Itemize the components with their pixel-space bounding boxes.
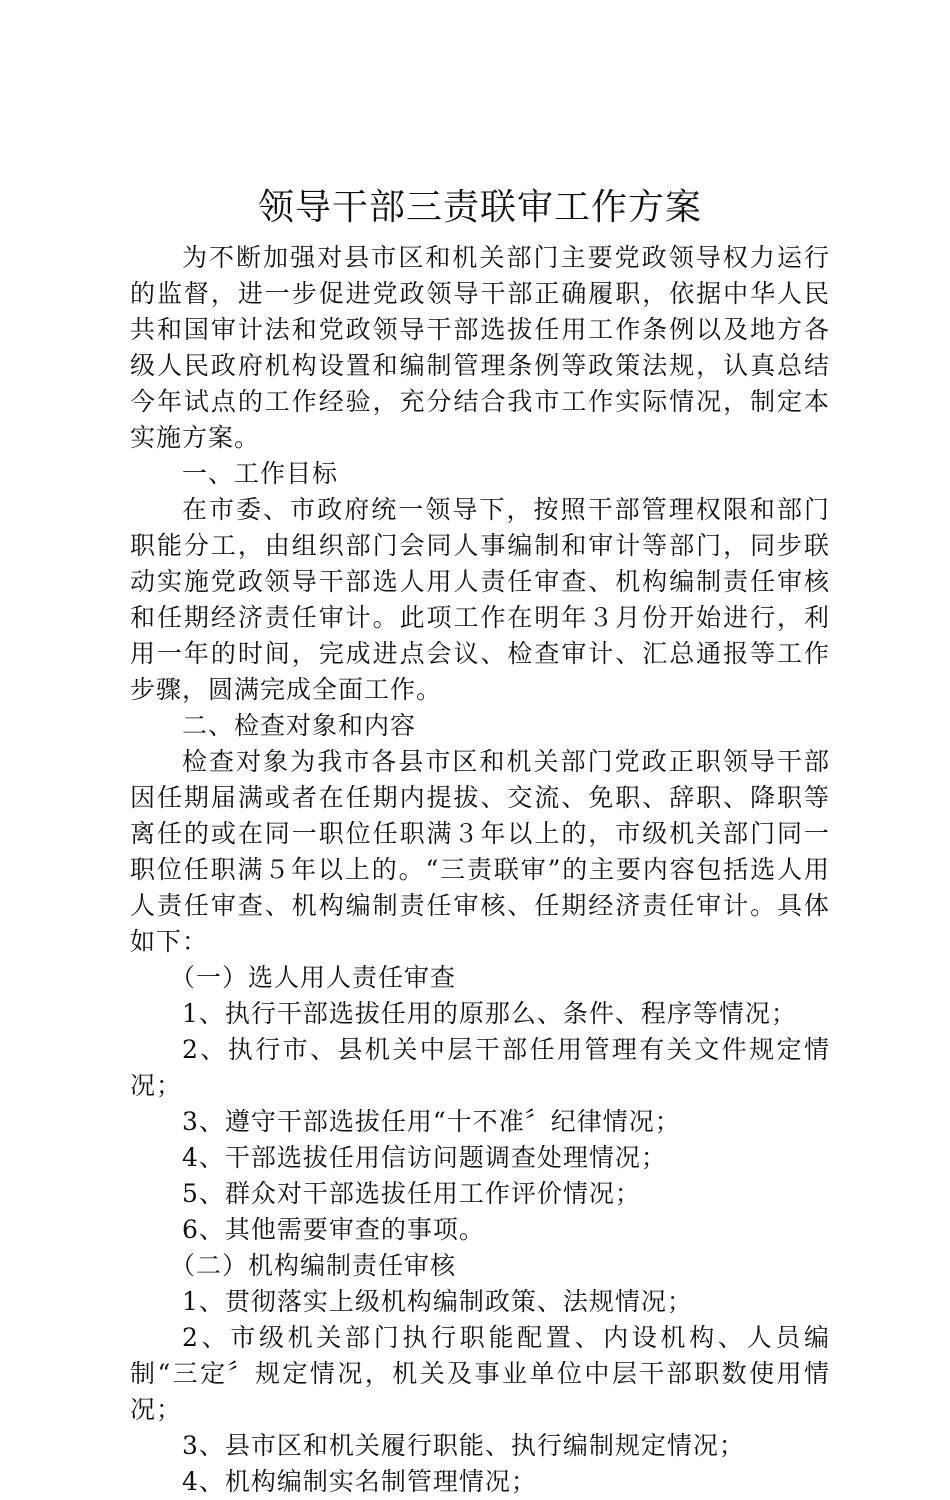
sub1-item: 3、遵守干部选拔任用“十不准〞纪律情况； [182,1107,681,1136]
section1-heading: 一、工作目标 [182,459,339,488]
sub2-item: 1、贯彻落实上级机构编制政策、法规情况； [182,1287,693,1316]
intro-paragraph: 为不断加强对县市区和机关部门主要党政领导权力运行的监督，进一步促进党政领导干部正确履职，依据中华人民共和国审计法和党政领导干部选拔任用工作条例以及地方各级人民政府机构设置和编制管理条例等政策法规，认真总结今年试点的工作经验，充分结合我市工作实际情况，制定本实施方案。 [130,243,830,452]
sub2-item: 3、县市区和机关履行职能、执行编制规定情况； [182,1431,745,1460]
document-page [130,180,830,1500]
sub2-item: 4、机构编制实名制管理情况； [182,1467,537,1496]
sub2-item: 2、市级机关部门执行职能配置、内设机构、人员编制“三定〞规定情况，机关及事业单位中层干部职数使用情况； [130,1323,830,1424]
sub1-item: 6、其他需要审查的事项。 [182,1215,485,1244]
sub2-heading: （二）机构编制责任审核 [170,1251,457,1280]
sub1-heading: （一）选人用人责任审查 [170,963,457,992]
document-title: 领导干部三责联审工作方案 [257,187,702,228]
section2-body: 检查对象为我市各县市区和机关部门党政正职领导干部因任期届满或者在任期内提拔、交流、免职、辞职、降职等离任的或在同一职位任职满３年以上的，市级机关部门同一职位任职满５年以上的。“三责联审”的主要内容包括选人用人责任审查、机构编制责任审核、任期经济责任审计。具体如下： [130,747,830,956]
sub1-item: 5、群众对干部选拔任用工作评价情况； [182,1179,641,1208]
section2-heading: 二、检查对象和内容 [182,711,417,740]
sub1-item: 4、干部选拔任用信访问题调查处理情况； [182,1143,667,1172]
section1-body: 在市委、市政府统一领导下，按照干部管理权限和部门职能分工，由组织部门会同人事编制和审计等部门，同步联动实施党政领导干部选人用人责任审查、机构编制责任审核和任期经济责任审计。此项工作在明年３月份开始进行，利用一年的时间，完成进点会议、检查审计、汇总通报等工作步骤，圆满完成全面工作。 [130,495,830,704]
sub1-item: 2、执行市、县机关中层干部任用管理有关文件规定情况； [130,1035,830,1100]
sub1-item: 1、执行干部选拔任用的原那么、条件、程序等情况； [182,999,797,1028]
